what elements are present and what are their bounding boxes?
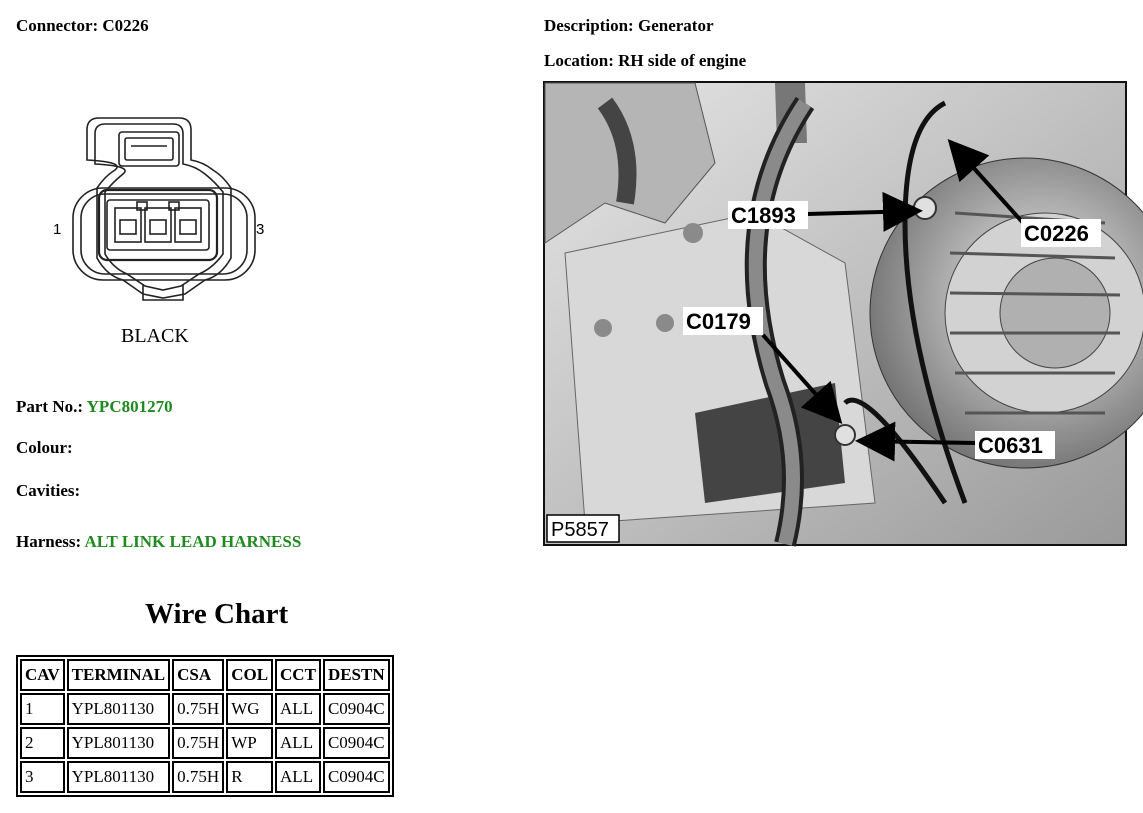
header-csa: CSA xyxy=(172,659,224,691)
description-value: Generator xyxy=(637,16,714,35)
cell-cav: 2 xyxy=(20,727,65,759)
location-heading xyxy=(544,51,746,71)
cell-cct: ALL xyxy=(275,727,321,759)
colour-label: Colour: xyxy=(16,438,73,457)
cell-csa: 0.75H xyxy=(172,693,224,725)
cell-csa: 0.75H xyxy=(172,727,224,759)
pin-3-label: 3 xyxy=(256,221,265,238)
cell-cav: 3 xyxy=(20,761,65,793)
harness-label: Harness: xyxy=(16,532,82,551)
location-label: Location: xyxy=(544,51,614,70)
cell-col: WP xyxy=(226,727,273,759)
table-row xyxy=(20,693,390,725)
housing-colour-label: BLACK xyxy=(121,325,189,347)
table-row xyxy=(20,727,390,759)
cavities-row xyxy=(16,481,80,501)
cell-destn: C0904C xyxy=(323,693,390,725)
cell-terminal: YPL801130 xyxy=(67,693,171,725)
callout-c0179: C0179 xyxy=(686,309,751,334)
cell-cct: ALL xyxy=(275,693,321,725)
header-cav: CAV xyxy=(20,659,65,691)
callout-c1893: C1893 xyxy=(731,203,796,228)
location-value: RH side of engine xyxy=(618,51,747,70)
description-label: Description: xyxy=(544,16,634,35)
connector-face-diagram xyxy=(55,108,275,348)
cell-col: WG xyxy=(226,693,273,725)
harness-link[interactable]: ALT LINK LEAD HARNESS xyxy=(84,532,302,551)
cell-col: R xyxy=(226,761,273,793)
cell-terminal: YPL801130 xyxy=(67,727,171,759)
cell-csa: 0.75H xyxy=(172,761,224,793)
cell-cct: ALL xyxy=(275,761,321,793)
cavities-label: Cavities: xyxy=(16,481,81,500)
callout-c0226: C0226 xyxy=(1024,221,1089,246)
part-number-link[interactable]: YPC801270 xyxy=(86,397,173,416)
cell-cav: 1 xyxy=(20,693,65,725)
cell-destn: C0904C xyxy=(323,761,390,793)
cell-terminal: YPL801130 xyxy=(67,761,171,793)
table-row xyxy=(20,761,390,793)
part-number-label: Part No.: xyxy=(16,397,84,416)
cell-destn: C0904C xyxy=(323,727,390,759)
header-col: COL xyxy=(226,659,273,691)
pin-1-label: 1 xyxy=(53,221,62,238)
table-header-row xyxy=(20,659,390,691)
header-destn: DESTN xyxy=(323,659,390,691)
connector-label: Connector: xyxy=(16,16,99,35)
header-terminal: TERMINAL xyxy=(67,659,171,691)
header-cct: CCT xyxy=(275,659,321,691)
harness-row xyxy=(16,532,301,552)
description-heading xyxy=(544,16,714,36)
callout-c0631: C0631 xyxy=(978,433,1043,458)
part-number-row xyxy=(16,397,173,417)
wire-chart-title: Wire Chart xyxy=(145,598,289,630)
photo-reference: P5857 xyxy=(551,519,609,541)
connector-heading xyxy=(16,16,149,36)
location-photo xyxy=(543,81,1127,546)
wire-chart-table xyxy=(16,655,394,797)
connector-id: C0226 xyxy=(102,16,149,35)
colour-row xyxy=(16,438,73,458)
